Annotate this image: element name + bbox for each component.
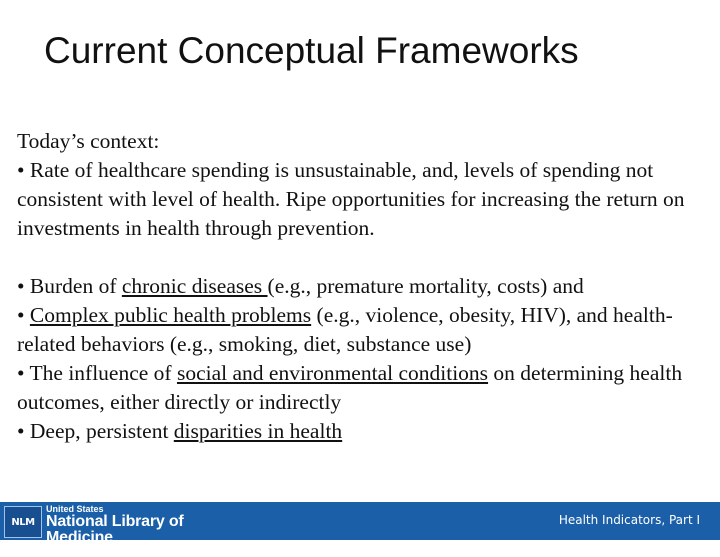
bullet-text: on determining health outcomes, either directly or indirectly: [17, 361, 683, 414]
social-conditions-link[interactable]: social and environmental conditions: [176, 361, 489, 385]
logo-line-country: United States: [46, 504, 104, 514]
slide-title: Current Conceptual Frameworks: [44, 30, 579, 71]
bullet-text: • Deep, persistent: [17, 419, 174, 443]
logo-line-library: National Library of Medicine: [46, 513, 184, 546]
footer-presentation-title: Health Indicators, Part I: [558, 513, 700, 527]
paragraph-gap: [17, 243, 707, 272]
bullet-complex-problems: [17, 301, 707, 359]
slide-body: [17, 127, 707, 446]
chronic-diseases-link[interactable]: chronic diseases: [121, 274, 268, 298]
complex-problems-link[interactable]: Complex public health problems: [29, 303, 312, 327]
bullet-text: (e.g., premature mortality, costs) and: [267, 274, 584, 298]
nlm-logo-mark: NLM: [4, 506, 42, 538]
logo-line-institutes: National Institutes of Health: [46, 546, 169, 557]
bullet-disparities: [17, 417, 707, 446]
context-heading: Today’s context:: [17, 129, 160, 153]
bullet-chronic-diseases: [17, 272, 707, 301]
nlm-logo-text: [46, 504, 252, 557]
bullet-text: (e.g., violence, obesity, HIV), and health-related behaviors (e.g., smoking, diet, substance use): [17, 303, 673, 356]
bullet-text: • Burden of: [17, 274, 122, 298]
nlm-logo[interactable]: [2, 504, 252, 557]
disparities-link[interactable]: disparities in health: [173, 419, 343, 443]
bullet-text: • The influence of: [17, 361, 177, 385]
bullet-spending: • Rate of healthcare spending is unsustainable, and, levels of spending not consistent with level of health. Ripe opportunities for increasing the return on investments in health through prevention.: [17, 158, 685, 240]
footer-bar: [0, 502, 720, 557]
bullet-text: •: [17, 303, 30, 327]
bullet-social-conditions: [17, 359, 707, 417]
